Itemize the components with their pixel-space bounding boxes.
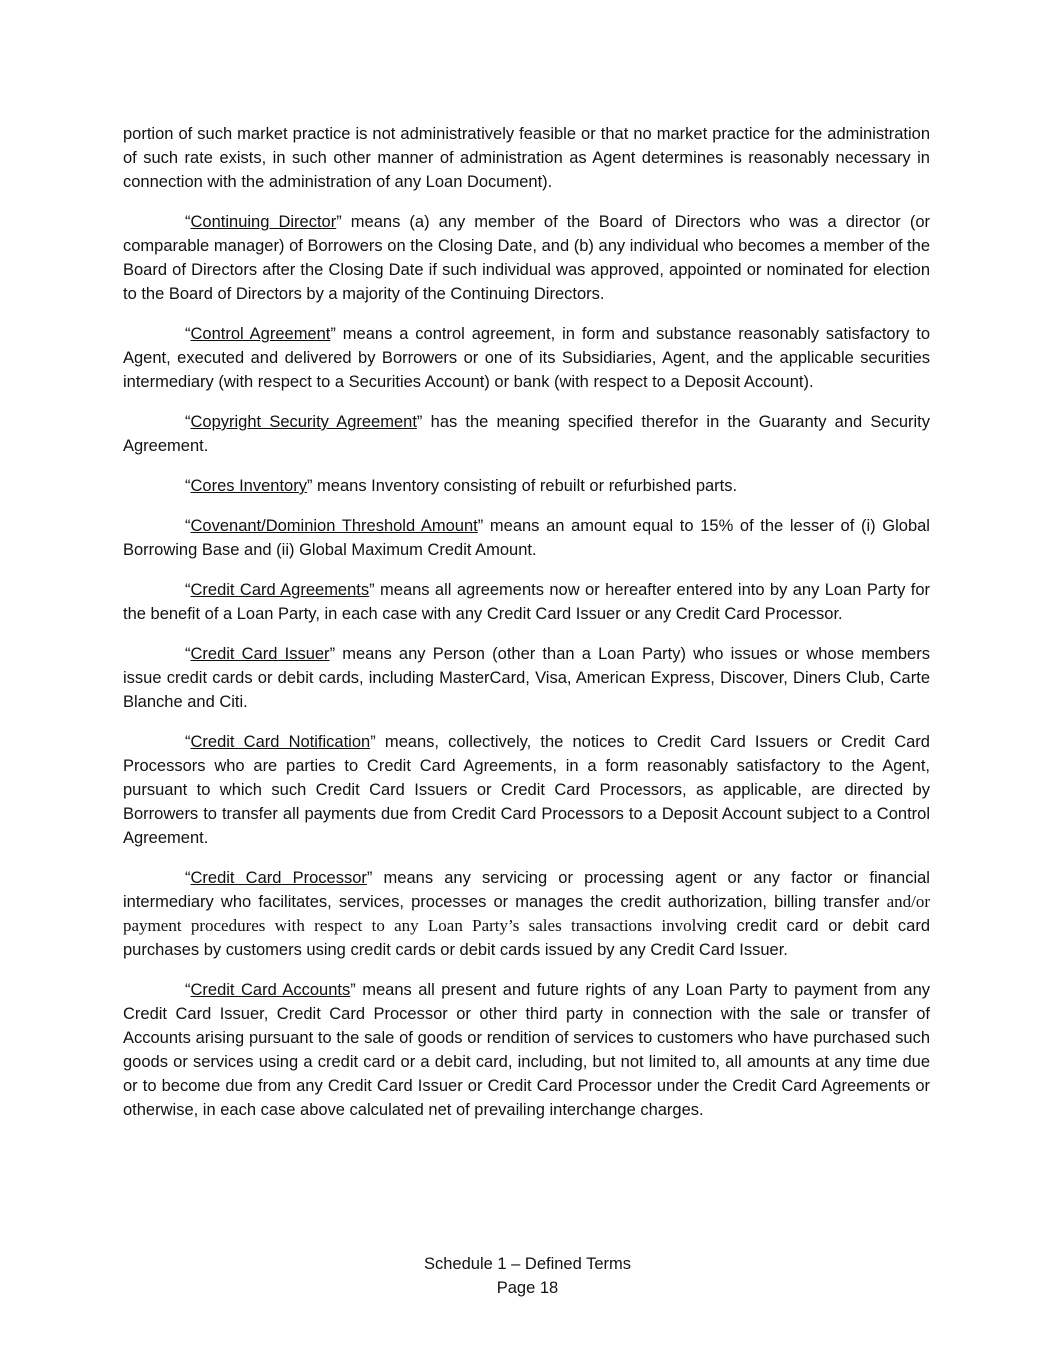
paragraph xyxy=(123,322,930,394)
paragraph-text: ” has the meaning specified therefor in the Guaranty and Security Agreement. xyxy=(123,413,930,455)
paragraph-text: “ xyxy=(185,413,191,431)
footer-page-number: Page 18 xyxy=(496,1279,559,1297)
paragraph-text: “ xyxy=(185,213,191,231)
paragraph xyxy=(123,514,930,562)
paragraph xyxy=(123,642,930,714)
paragraph-text: “ xyxy=(185,325,191,343)
paragraph xyxy=(123,474,930,498)
paragraph-text: ” means, collectively, the notices to Credit Card Issuers or Credit Card Processors who are parties to Credit Card Agreements, in a form reasonably satisfactory to the Agent, pursuant to which such Credit Card Issuers or Credit Card Processors, as applicable, are directed by Borrowers to transfer all payments due from Credit Card Processors to a Deposit Account subject to a Control Agreement. xyxy=(123,733,930,847)
defined-term: Credit Card Issuer xyxy=(190,645,330,663)
defined-term: Credit Card Processor xyxy=(190,869,367,887)
paragraph-text: ” means (a) any member of the Board of Directors who was a director (or comparable manager) of Borrowers on the Closing Date, and (b) any individual who becomes a member of the Board of Directors after the Closing Date if such individual was approved, appointed or nominated for election to the Board of Directors by a majority of the Continuing Directors. xyxy=(123,213,931,303)
paragraph-text: ” means an amount equal to 15% of the lesser of (i) Global Borrowing Base and (ii) Global Maximum Credit Amount. xyxy=(123,517,930,559)
paragraph-text: ing credit card or debit card purchases by customers using credit cards or debit cards issued by any Credit Card Issuer. xyxy=(123,917,930,959)
paragraph-text: ” means all present and future rights of any Loan Party to payment from any Credit Card Issuer, Credit Card Processor or other third party in connection with the sale or transfer of Accounts arising pursuant to the sale of goods or rendition of services to customers who have purchased such goods or services using a credit card or a debit card, including, but not limited to, all amounts at any time due or to become due from any Credit Card Issuer or Credit Card Processor under the Credit Card Agreements or otherwise, in each case above calculated net of prevailing interchange charges. xyxy=(123,981,931,1119)
paragraph xyxy=(123,730,930,850)
defined-term: Credit Card Accounts xyxy=(190,981,351,999)
paragraph-text: “ xyxy=(185,477,191,495)
defined-term: Copyright Security Agreement xyxy=(190,413,417,431)
paragraph xyxy=(123,578,930,626)
footer-schedule-title: Schedule 1 – Defined Terms xyxy=(424,1255,631,1273)
paragraph-text: ” means all agreements now or hereafter entered into by any Loan Party for the benefit of a Loan Party, in each case with any Credit Card Issuer or any Credit Card Processor. xyxy=(123,581,930,623)
paragraph-text: “ xyxy=(185,645,191,663)
paragraph xyxy=(123,122,930,194)
paragraph-text: “ xyxy=(185,869,191,887)
paragraph xyxy=(123,978,930,1122)
serif-text-segment: and/or payment procedures with respect to any Loan Party’s sales transactions involv xyxy=(123,892,930,935)
paragraph xyxy=(123,210,930,306)
paragraph-text: ” means any Person (other than a Loan Party) who issues or whose members issue credit cards or debit cards, including MasterCard, Visa, American Express, Discover, Diners Club, Carte Blanche and Citi. xyxy=(123,645,930,711)
defined-term: Control Agreement xyxy=(190,325,331,343)
defined-term: Credit Card Agreements xyxy=(190,581,370,599)
paragraph xyxy=(123,410,930,458)
paragraph-text: “ xyxy=(185,517,191,535)
paragraph-text: “ xyxy=(185,581,191,599)
paragraph-text: “ xyxy=(185,733,191,751)
paragraph-text: ” means a control agreement, in form and substance reasonably satisfactory to Agent, executed and delivered by Borrowers or one of its Subsidiaries, Agent, and the applicable securities intermediary (with respect to a Securities Account) or bank (with respect to a Deposit Account). xyxy=(123,325,931,391)
defined-term: Credit Card Notification xyxy=(190,733,371,751)
paragraph-text: ” means Inventory consisting of rebuilt or refurbished parts. xyxy=(306,477,738,495)
defined-term: Continuing Director xyxy=(190,213,337,231)
defined-term: Covenant/Dominion Threshold Amount xyxy=(190,517,478,535)
page-footer xyxy=(0,1252,1055,1300)
paragraph-text: portion of such market practice is not administratively feasible or that no market practice for the administration of such rate exists, in such other manner of administration as Agent determines is reasonably necessary in connection with the administration of any Loan Document). xyxy=(123,125,930,191)
defined-term: Cores Inventory xyxy=(190,477,307,495)
paragraph xyxy=(123,866,930,962)
document-body xyxy=(123,122,930,1138)
paragraph-text: “ xyxy=(185,981,191,999)
paragraph-text: ” means any servicing or processing agent or any factor or financial intermediary who facilitates, services, processes or manages the credit authorization, billing transfer xyxy=(123,869,930,911)
